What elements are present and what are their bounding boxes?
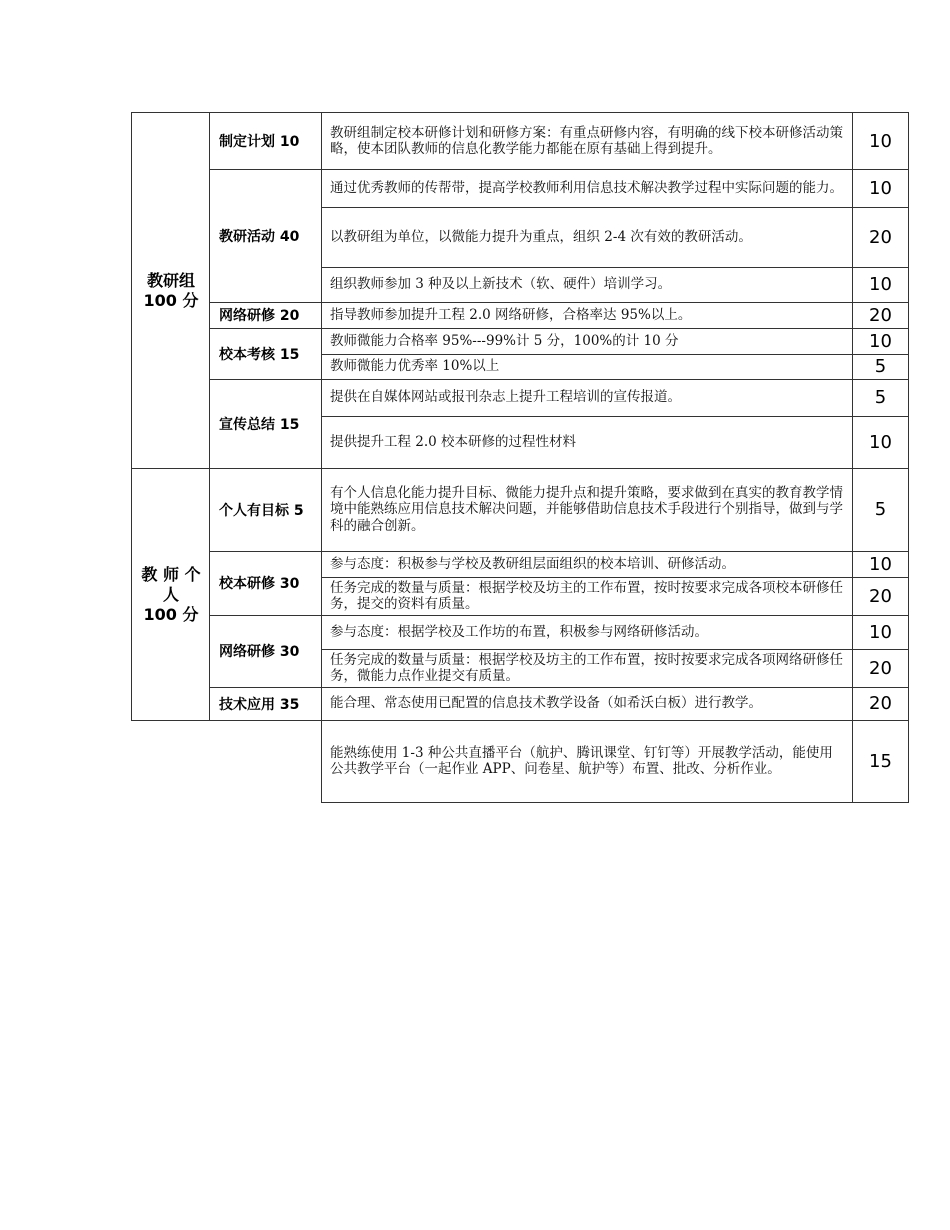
row-description: 参与态度：积极参与学校及教研组层面组织的校本培训、研修活动。 — [321, 551, 853, 578]
row-description: 能合理、常态使用已配置的信息技术教学设备（如希沃白板）进行教学。 — [321, 687, 853, 721]
row-description: 有个人信息化能力提升目标、微能力提升点和提升策略，要求做到在真实的教育教学情境中能熟练应用信息技术解决问题，并能够借助信息技术手段进行个别指导，做到与学科的融合创新。 — [321, 468, 853, 552]
row-description: 指导教师参加提升工程 2.0 网络研修，合格率达 95%以上。 — [321, 302, 853, 329]
row-score: 5 — [852, 354, 909, 380]
row-score: 10 — [852, 267, 909, 303]
category-personal-name-1: 教 师 个 — [141, 564, 201, 584]
subcategory-school-study: 校本研修 30 — [209, 551, 322, 616]
row-score: 10 — [852, 169, 909, 208]
row-score: 10 — [852, 328, 909, 355]
category-group-points: 100 分 — [143, 290, 199, 310]
subcategory-activity: 教研活动 40 — [209, 169, 322, 303]
row-score: 20 — [852, 577, 909, 616]
category-personal-points: 100 分 — [143, 604, 199, 624]
category-group-name: 教研组 — [146, 270, 195, 290]
row-score: 20 — [852, 207, 909, 268]
row-score: 20 — [852, 687, 909, 721]
row-description: 提供在自媒体网站或报刊杂志上提升工程培训的宣传报道。 — [321, 379, 853, 417]
row-description: 任务完成的数量与质量：根据学校及坊主的工作布置，按时按要求完成各项网络研修任务，微能力点作业提交有质量。 — [321, 649, 853, 688]
row-score: 10 — [852, 551, 909, 578]
row-description: 通过优秀教师的传帮带，提高学校教师利用信息技术解决教学过程中实际问题的能力。 — [321, 169, 853, 208]
row-description: 教研组制定校本研修计划和研修方案：有重点研修内容，有明确的线下校本研修活动策略，使本团队教师的信息化教学能力都能在原有基础上得到提升。 — [321, 112, 853, 170]
row-score: 15 — [852, 720, 909, 803]
row-description: 以教研组为单位，以微能力提升为重点，组织 2-4 次有效的教研活动。 — [321, 207, 853, 268]
row-description: 任务完成的数量与质量：根据学校及坊主的工作布置，按时按要求完成各项校本研修任务，提交的资料有质量。 — [321, 577, 853, 616]
row-score: 20 — [852, 649, 909, 688]
row-description: 提供提升工程 2.0 校本研修的过程性材料 — [321, 416, 853, 469]
row-description: 能熟练使用 1-3 种公共直播平台（航护、腾讯课堂、钉钉等）开展教学活动，能使用公共教学平台（一起作业 APP、问卷星、航护等）布置、批改、分析作业。 — [321, 720, 853, 803]
row-score: 5 — [852, 379, 909, 417]
row-score: 10 — [852, 416, 909, 469]
row-description: 教师微能力优秀率 10%以上 — [321, 354, 853, 380]
row-description: 参与态度：根据学校及工作坊的布置，积极参与网络研修活动。 — [321, 615, 853, 650]
subcategory-online-personal: 网络研修 30 — [209, 615, 322, 688]
subcategory-tech-use: 技术应用 35 — [209, 687, 322, 721]
row-score: 10 — [852, 615, 909, 650]
row-score: 20 — [852, 302, 909, 329]
row-score: 5 — [852, 468, 909, 552]
subcategory-assessment: 校本考核 15 — [209, 328, 322, 380]
subcategory-goal: 个人有目标 5 — [209, 468, 322, 552]
row-description: 组织教师参加 3 种及以上新技术（软、硬件）培训学习。 — [321, 267, 853, 303]
row-description: 教师微能力合格率 95%---99%计 5 分，100%的计 10 分 — [321, 328, 853, 355]
category-personal-name-2: 人 — [162, 584, 179, 604]
row-score: 10 — [852, 112, 909, 170]
subcategory-online-group: 网络研修 20 — [209, 302, 322, 329]
subcategory-publicity: 宣传总结 15 — [209, 379, 322, 469]
category-personal — [131, 469, 210, 721]
subcategory-plan: 制定计划 10 — [209, 112, 322, 170]
category-group — [131, 112, 210, 469]
